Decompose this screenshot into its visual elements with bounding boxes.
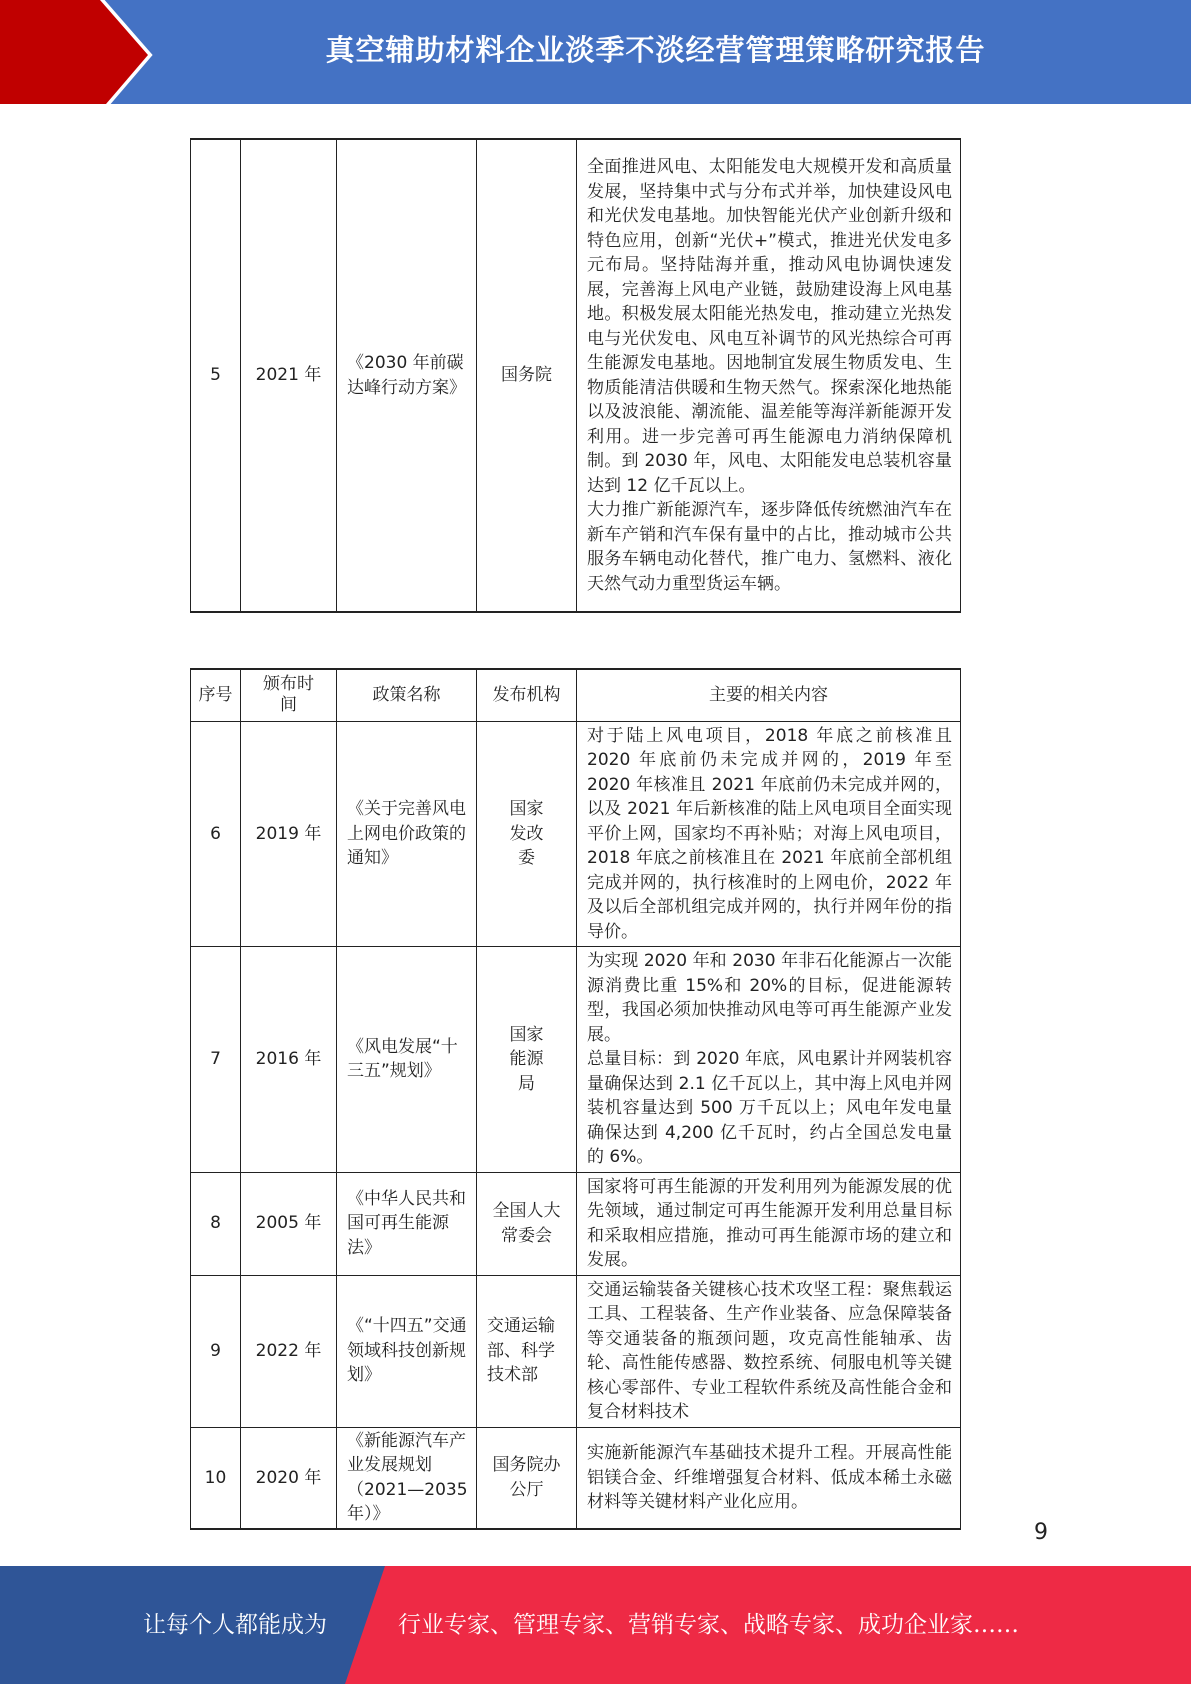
header-policy-name: 政策名称 bbox=[337, 669, 477, 721]
row-year: 2005 年 bbox=[241, 1172, 337, 1275]
policy-name: 《风电发展“十三五”规划》 bbox=[337, 947, 477, 1173]
page-footer bbox=[0, 1566, 1191, 1684]
issuing-organization: 国务院办公厅 bbox=[477, 1427, 577, 1529]
row-year: 2020 年 bbox=[241, 1427, 337, 1529]
row-number: 7 bbox=[191, 947, 241, 1173]
issuing-organization: 国家发改委 bbox=[477, 721, 577, 947]
table-row bbox=[191, 1427, 961, 1529]
issuing-organization: 交通运输部、科学技术部 bbox=[477, 1275, 577, 1427]
row-number: 8 bbox=[191, 1172, 241, 1275]
page-header bbox=[0, 0, 1191, 111]
row-year: 2021 年 bbox=[241, 139, 337, 612]
content-paragraph: 大力推广新能源汽车，逐步降低传统燃油汽车在新车产销和汽车保有量中的占比，推动城市公共服务车辆电动化替代，推广电力、氢燃料、液化天然气动力重型货运车辆。 bbox=[587, 500, 952, 594]
content-paragraph: 对于陆上风电项目，2018 年底之前核准且 2020 年底前仍未完成并网的，2019 年至 2020 年核准且 2021 年底前仍未完成并网的，以及 2021 年后新核准的陆上风电项目全面实现平价上网，国家均不再补贴；对海上风电项目，2018 年底之前核准且在 2021 年底前全部机组完成并网的，执行核准时的上网电价，2022 年及以后全部机组完成并网的，执行并网年份的指导价。 bbox=[587, 725, 952, 942]
content-paragraph: 实施新能源汽车基础技术提升工程。开展高性能铝镁合金、纤维增强复合材料、低成本稀土永磁材料等关键材料产业化应用。 bbox=[587, 1443, 952, 1512]
header-year: 颁布时间 bbox=[241, 669, 337, 721]
page-number: 9 bbox=[1034, 1520, 1048, 1545]
policy-content bbox=[577, 1172, 961, 1275]
header-organization: 发布机构 bbox=[477, 669, 577, 721]
table-row bbox=[191, 1172, 961, 1275]
content-paragraph: 总量目标：到 2020 年底，风电累计并网装机容量确保达到 2.1 亿千瓦以上，其中海上风电并网装机容量达到 500 万千瓦以上；风电年发电量确保达到 4,200 亿千瓦时，约占全国总发电量的 6%。 bbox=[587, 1049, 952, 1167]
policy-name: 《“十四五”交通领域科技创新规划》 bbox=[337, 1275, 477, 1427]
content-paragraph: 国家将可再生能源的开发利用列为能源发展的优先领域，通过制定可再生能源开发利用总量目标和采取相应措施，推动可再生能源市场的建立和发展。 bbox=[587, 1176, 952, 1270]
policy-content bbox=[577, 1275, 961, 1427]
table-row bbox=[191, 721, 961, 947]
content-paragraph: 为实现 2020 年和 2030 年非石化能源占一次能源消费比重 15%和 20%的目标，促进能源转型，我国必须加快推动风电等可再生能源产业发展。 bbox=[587, 951, 952, 1045]
footer-slogan-right: 行业专家、管理专家、营销专家、战略专家、成功企业家…… bbox=[398, 1612, 1019, 1638]
row-number: 5 bbox=[191, 139, 241, 612]
policy-name: 《中华人民共和国可再生能源法》 bbox=[337, 1172, 477, 1275]
report-title: 真空辅助材料企业淡季不淡经营管理策略研究报告 bbox=[325, 33, 986, 67]
issuing-organization: 国家能源局 bbox=[477, 947, 577, 1173]
row-number: 6 bbox=[191, 721, 241, 947]
table-row bbox=[191, 139, 961, 612]
row-year: 2022 年 bbox=[241, 1275, 337, 1427]
content-paragraph: 交通运输装备关键核心技术攻坚工程：聚焦载运工具、工程装备、生产作业装备、应急保障装备等交通装备的瓶颈问题，攻克高性能轴承、齿轮、高性能传感器、数控系统、伺服电机等关键核心零部件、专业工程软件系统及高性能合金和复合材料技术 bbox=[587, 1279, 952, 1422]
policy-table-continued bbox=[190, 138, 961, 613]
policy-content bbox=[577, 947, 961, 1173]
table-row bbox=[191, 1275, 961, 1427]
policy-name: 《新能源汽车产业发展规划（2021—2035 年）》 bbox=[337, 1427, 477, 1529]
issuing-organization: 全国人大常委会 bbox=[477, 1172, 577, 1275]
policy-content bbox=[577, 721, 961, 947]
row-number: 9 bbox=[191, 1275, 241, 1427]
policy-name: 《关于完善风电上网电价政策的通知》 bbox=[337, 721, 477, 947]
policy-content bbox=[577, 1427, 961, 1529]
policy-table bbox=[190, 668, 961, 1530]
footer-slogan-left: 让每个人都能成为 bbox=[143, 1612, 327, 1638]
header-number: 序号 bbox=[191, 669, 241, 721]
content-paragraph: 全面推进风电、太阳能发电大规模开发和高质量发展，坚持集中式与分布式并举，加快建设风电和光伏发电基地。加快智能光伏产业创新升级和特色应用，创新“光伏+”模式，推进光伏发电多元布局。坚持陆海并重，推动风电协调快速发展，完善海上风电产业链，鼓励建设海上风电基地。积极发展太阳能光热发电，推动建立光热发电与光伏发电、风电互补调节的风光热综合可再生能源发电基地。因地制宜发展生物质发电、生物质能清洁供暖和生物天然气。探索深化地热能以及波浪能、潮流能、温差能等海洋新能源开发利用。进一步完善可再生能源电力消纳保障机制。到 2030 年，风电、太阳能发电总装机容量达到 12 亿千瓦以上。 bbox=[587, 157, 952, 496]
issuing-organization: 国务院 bbox=[477, 139, 577, 612]
row-number: 10 bbox=[191, 1427, 241, 1529]
policy-content bbox=[577, 139, 961, 612]
row-year: 2016 年 bbox=[241, 947, 337, 1173]
table-row bbox=[191, 947, 961, 1173]
table-header-row bbox=[191, 669, 961, 721]
header-content: 主要的相关内容 bbox=[577, 669, 961, 721]
row-year: 2019 年 bbox=[241, 721, 337, 947]
policy-name: 《2030 年前碳达峰行动方案》 bbox=[337, 139, 477, 612]
